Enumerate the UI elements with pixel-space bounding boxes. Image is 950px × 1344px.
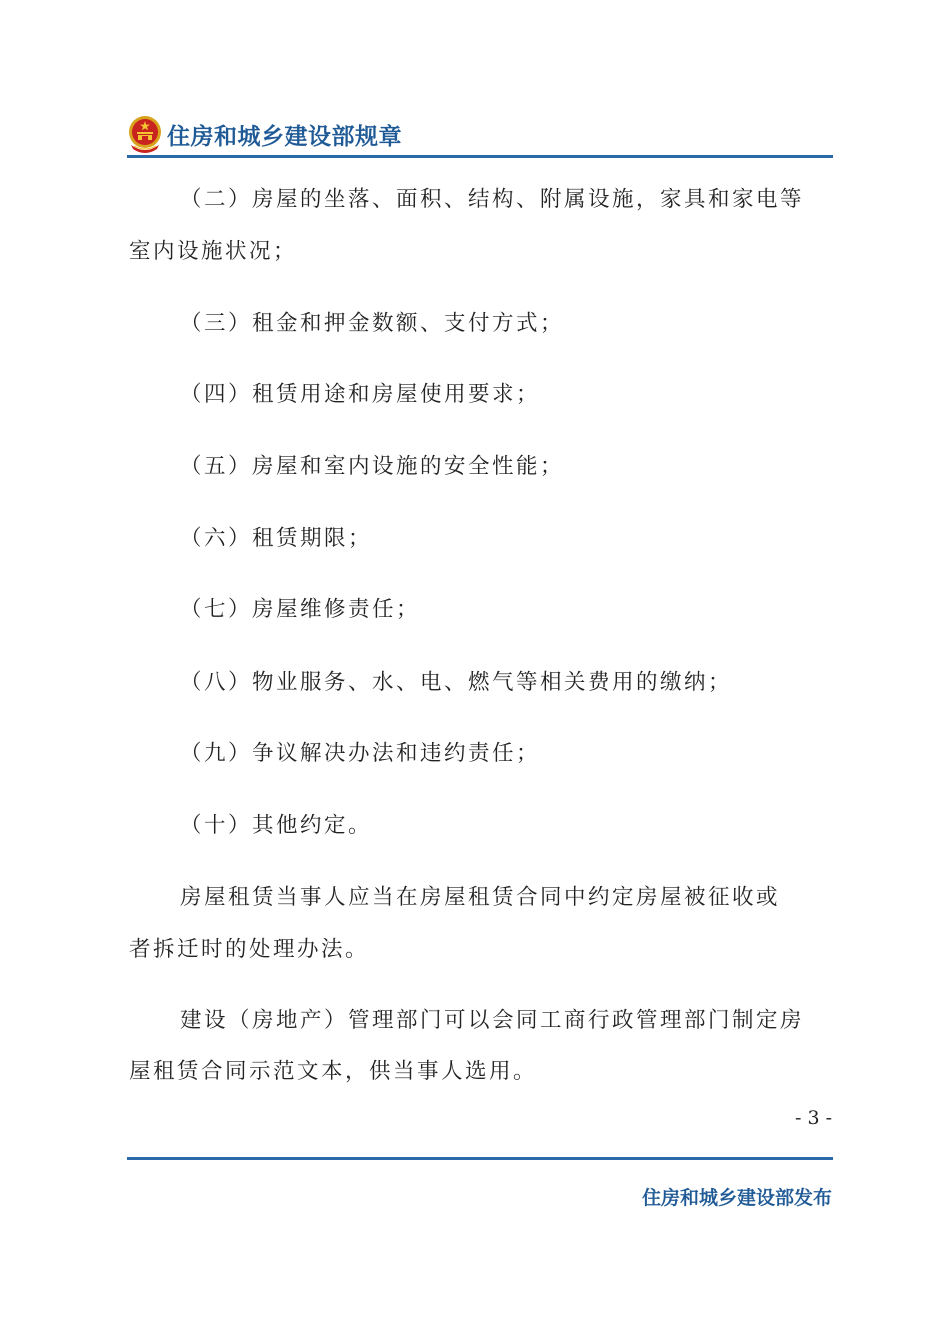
list-item: （十）其他约定。: [180, 813, 373, 838]
paragraph-line: 屋租赁合同示范文本，供当事人选用。: [129, 1059, 538, 1084]
list-item: （七）房屋维修责任；: [180, 597, 421, 622]
list-item: （五）房屋和室内设施的安全性能；: [180, 454, 565, 479]
list-item: （九）争议解决办法和违约责任；: [180, 741, 541, 766]
list-item: （六）租赁期限；: [180, 526, 373, 551]
list-item-continuation: 室内设施状况；: [129, 239, 298, 264]
paragraph-line: 建设（房地产）管理部门可以会同工商行政管理部门制定房: [180, 1008, 805, 1033]
page-number: - 3 -: [794, 1107, 832, 1129]
paragraph-line: 者拆迁时的处理办法。: [129, 937, 370, 962]
footer-publisher: 住房和城乡建设部发布: [641, 1187, 832, 1209]
national-emblem-icon: [127, 115, 163, 153]
list-item: （三）租金和押金数额、支付方式；: [180, 311, 565, 336]
page-header: [127, 114, 833, 158]
list-item: （四）租赁用途和房屋使用要求；: [180, 382, 541, 407]
header-divider: [127, 155, 833, 158]
paragraph-line: 房屋租赁当事人应当在房屋租赁合同中约定房屋被征收或: [180, 885, 781, 910]
list-item: （八）物业服务、水、电、燃气等相关费用的缴纳；: [180, 670, 733, 695]
list-item: （二）房屋的坐落、面积、结构、附属设施，家具和家电等: [180, 187, 805, 212]
header-title: 住房和城乡建设部规章: [167, 124, 402, 150]
footer-divider: [127, 1157, 833, 1160]
